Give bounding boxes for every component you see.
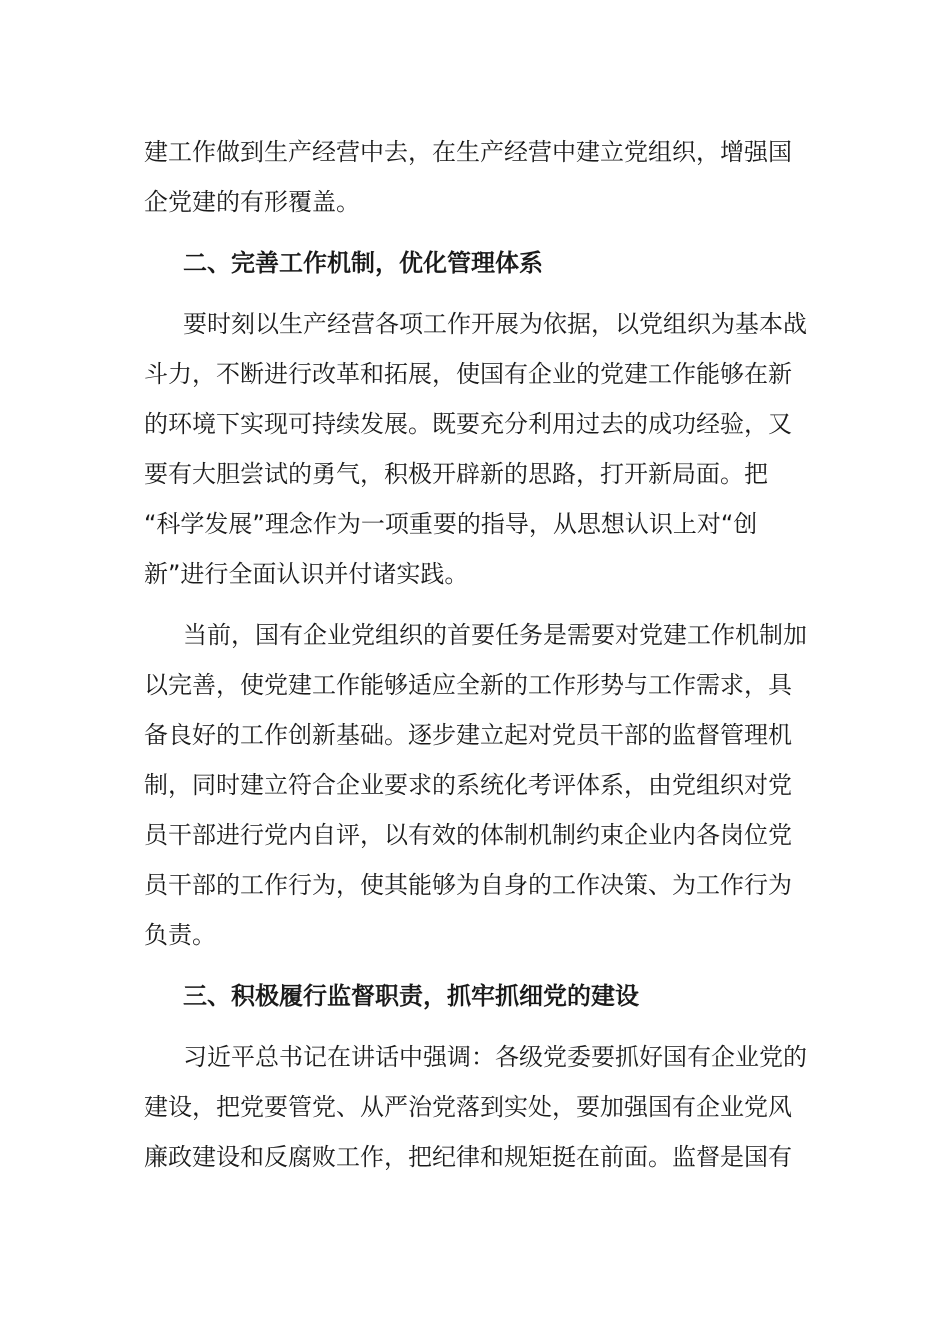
paragraph-line: 的环境下实现可持续发展。既要充分利用过去的成功经验，又 xyxy=(144,410,792,438)
paragraph-line: 廉政建设和反腐败工作，把纪律和规矩挺在前面。监督是国有 xyxy=(144,1143,792,1171)
paragraph-line: 建设，把党要管党、从严治党落到实处，要加强国有企业党风 xyxy=(144,1093,792,1121)
section-heading: 三、积极履行监督职责，抓牢抓细党的建设 xyxy=(183,982,639,1010)
paragraph-line: 制，同时建立符合企业要求的系统化考评体系，由党组织对党 xyxy=(144,771,792,799)
paragraph-line: 新”进行全面认识并付诸实践。 xyxy=(144,560,469,588)
paragraph-line: 负责。 xyxy=(144,921,216,949)
paragraph-line: 企党建的有形覆盖。 xyxy=(144,188,360,216)
paragraph-line: 斗力，不断进行改革和拓展，使国有企业的党建工作能够在新 xyxy=(144,360,792,388)
paragraph-line: 以完善，使党建工作能够适应全新的工作形势与工作需求，具 xyxy=(144,671,792,699)
paragraph-line: 习近平总书记在讲话中强调：各级党委要抓好国有企业党的 xyxy=(183,1043,807,1071)
paragraph-line: 员干部进行党内自评，以有效的体制机制约束企业内各岗位党 xyxy=(144,821,792,849)
paragraph-line: 要时刻以生产经营各项工作开展为依据，以党组织为基本战 xyxy=(183,310,807,338)
paragraph-line: 建工作做到生产经营中去，在生产经营中建立党组织，增强国 xyxy=(144,138,792,166)
section-heading: 二、完善工作机制，优化管理体系 xyxy=(183,249,543,277)
paragraph-line: “科学发展”理念作为一项重要的指导，从思想认识上对“创 xyxy=(144,510,758,538)
paragraph-line: 当前，国有企业党组织的首要任务是需要对党建工作机制加 xyxy=(183,621,807,649)
paragraph-line: 员干部的工作行为，使其能够为自身的工作决策、为工作行为 xyxy=(144,871,792,899)
paragraph-line: 要有大胆尝试的勇气，积极开辟新的思路，打开新局面。把 xyxy=(144,460,768,488)
paragraph-line: 备良好的工作创新基础。逐步建立起对党员干部的监督管理机 xyxy=(144,721,792,749)
